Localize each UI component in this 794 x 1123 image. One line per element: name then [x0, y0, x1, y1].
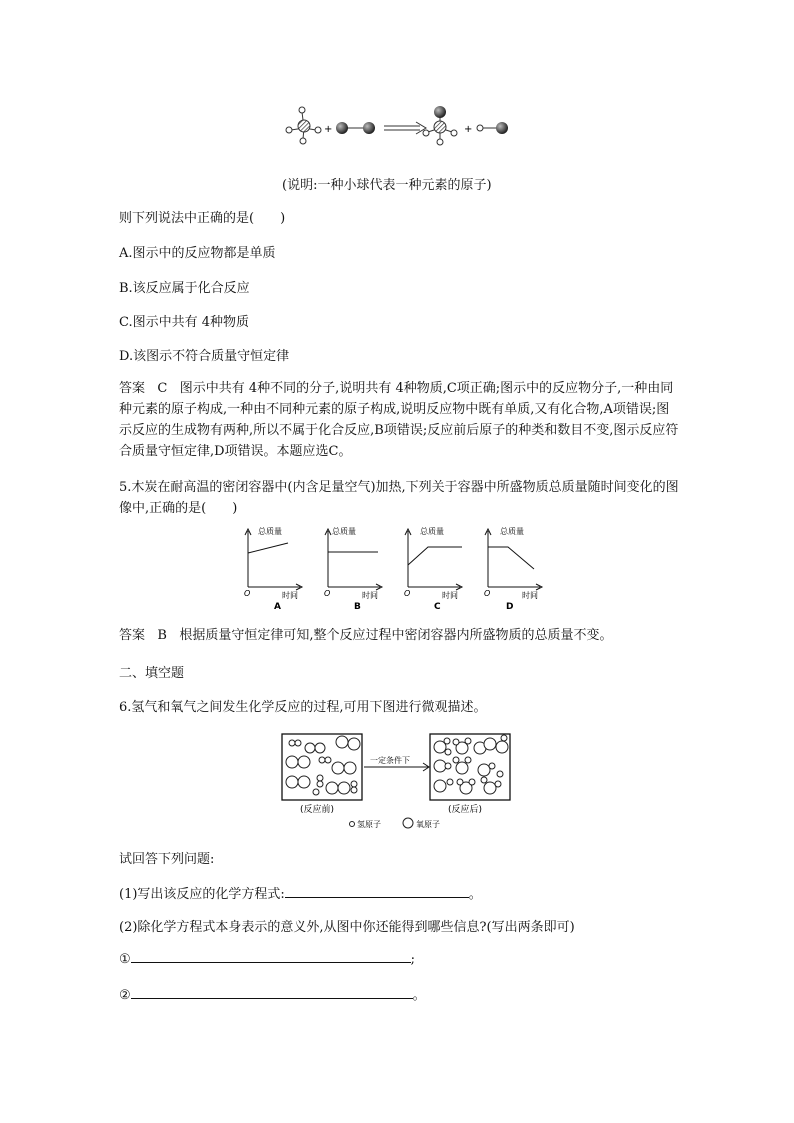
oxygen-legend-icon: [403, 818, 413, 828]
graph-b-origin: O: [324, 589, 331, 598]
graph-d-ylabel: 总质量: [500, 527, 524, 536]
q6-stem: 6.氢气和氧气之间发生化学反应的过程,可用下图进行微观描述。: [119, 700, 487, 715]
answer-label: 答案: [119, 628, 146, 643]
hydrogen-legend-icon: [350, 822, 355, 827]
q4-answer: [119, 378, 679, 462]
answer-letter: C: [157, 381, 168, 396]
plus-sign-2: +: [464, 124, 473, 135]
graph-d-origin: O: [484, 589, 491, 598]
graph-b-label: B: [354, 602, 361, 612]
graph-a-xlabel: 时间: [282, 591, 298, 600]
before-particles: [286, 736, 360, 795]
item1-mark: ①: [119, 952, 131, 967]
q5-stem: 5.木炭在耐高温的密闭容器中(内含足量空气)加热,下列关于容器中所盛物质总质量随时间变化的图像中,正确的是( ): [119, 480, 679, 516]
item2-mark: ②: [119, 988, 131, 1003]
graph-c-xlabel: 时间: [442, 591, 458, 600]
graph-a: [244, 526, 302, 612]
section-heading: 二、填空题: [119, 666, 185, 681]
reactant-molecule-2: [336, 122, 375, 134]
q5-graphs: [238, 525, 558, 613]
q6-reaction-diagram: [280, 730, 520, 830]
graph-c-ylabel: 总质量: [420, 527, 444, 536]
graph-b-xlabel: 时间: [362, 591, 378, 600]
q4-option-c: C.图示中共有 4种物质: [119, 315, 250, 330]
q4-option-a: A.图示中的反应物都是单质: [119, 246, 276, 261]
reaction-molecule-diagram: [280, 100, 520, 150]
q6-item1: [119, 950, 415, 967]
graph-d: [484, 526, 542, 612]
caption-after: (反应后): [448, 805, 483, 815]
graph-a-ylabel: 总质量: [258, 527, 282, 536]
graph-a-label: A: [274, 602, 281, 612]
graph-c: [404, 526, 462, 612]
product-molecule-1: [423, 106, 457, 145]
graph-c-label: C: [434, 602, 441, 612]
reaction-arrow: [384, 122, 426, 134]
info-answer-blank-2[interactable]: [131, 986, 413, 999]
q5-answer: [119, 625, 679, 646]
q6-sub1: [119, 883, 482, 902]
legend-hydrogen: 氢原子: [357, 820, 381, 829]
answer-text: 根据质量守恒定律可知,整个反应过程中密闭容器内所盛物质的总质量不变。: [179, 628, 613, 643]
caption-before: (反应前): [300, 805, 335, 815]
graph-b: [324, 526, 382, 612]
graph-c-origin: O: [404, 589, 411, 598]
q4-stem: 则下列说法中正确的是( ): [119, 211, 286, 226]
answer-text: 图示中共有 4种不同的分子,说明共有 4种物质,C项正确;图示中的反应物分子,一种由同种元素的原子构成,一种由不同种元素的原子构成,说明反应物中既有单质,又有化合物,A项错误;图示反应的生成物有两种,所以不属于化合反应,B项错误;反应前后原子的种类和数目不变,图示反应符合质量守恒定律,D项错误。本题应选C。: [119, 381, 679, 459]
sub1-text: (1)写出该反应的化学方程式:: [119, 887, 285, 902]
product-molecule-2: [477, 122, 508, 134]
q6-sub2: (2)除化学方程式本身表示的意义外,从图中你还能得到哪些信息?(写出两条即可): [119, 920, 575, 935]
q4-option-d: D.该图示不符合质量守恒定律: [119, 349, 290, 364]
q4-option-b: B.该反应属于化合反应: [119, 281, 250, 296]
diagram-note: (说明:一种小球代表一种元素的原子): [282, 178, 492, 193]
q6-item2: [119, 984, 426, 1003]
item1-end: ;: [410, 952, 416, 967]
item2-end: 。: [412, 988, 426, 1003]
graph-d-xlabel: 时间: [522, 591, 538, 600]
arrow-condition: 一定条件下: [370, 756, 410, 765]
graph-d-label: D: [506, 602, 514, 612]
sub1-end: 。: [468, 887, 482, 902]
answer-letter: B: [157, 628, 167, 643]
plus-sign-1: +: [324, 124, 333, 135]
after-particles: [434, 735, 508, 794]
equation-answer-blank[interactable]: [285, 885, 469, 898]
reactant-molecule-1: [286, 107, 321, 144]
info-answer-blank-1[interactable]: [131, 950, 411, 963]
graph-b-ylabel: 总质量: [332, 527, 356, 536]
legend-oxygen: 氧原子: [416, 820, 440, 829]
graph-a-origin: O: [244, 589, 251, 598]
q6-prompt: 试回答下列问题:: [119, 852, 215, 867]
answer-label: 答案: [119, 381, 146, 396]
